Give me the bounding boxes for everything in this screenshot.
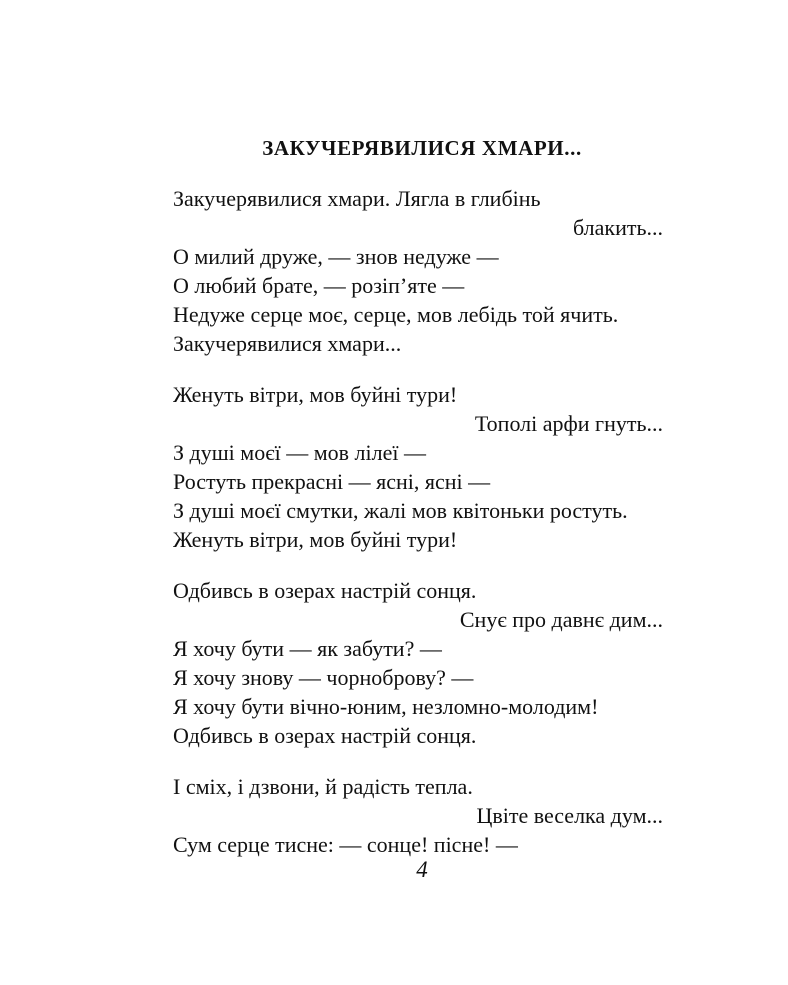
poem-line: Одбивсь в озерах настрій сонця.: [173, 723, 477, 748]
poem-line: Закучерявилися хмари. Лягла в глибінь: [173, 186, 541, 211]
poem-line: О любий брате, — розіп’яте —: [173, 273, 465, 298]
stanza-3: [173, 576, 693, 750]
stanza-1: [173, 184, 693, 358]
poem-line-indented: Цвіте веселка дум...: [476, 803, 663, 828]
poem-line-indented: блакить...: [573, 215, 663, 240]
poem-line: І сміх, і дзвони, й радість тепла.: [173, 774, 473, 799]
stanza-2: [173, 380, 693, 554]
poem-line: Я хочу бути — як забути? —: [173, 636, 442, 661]
poem-line-indented: Снує про давнє дим...: [459, 607, 663, 632]
poem-line-indented: Тополі арфи гнуть...: [474, 411, 663, 436]
poem-line: Одбивсь в озерах настрій сонця.: [173, 578, 477, 603]
page-number: 4: [416, 857, 428, 882]
poem-line: Я хочу бути вічно-юним, незломно-молодим!: [173, 694, 599, 719]
poem-line: Женуть вітри, мов буйні тури!: [173, 382, 458, 407]
poem-line: З душі моєї — мов лілеї —: [173, 440, 426, 465]
poem-line: О милий друже, — знов недуже —: [173, 244, 499, 269]
poem-line: Закучерявилися хмари...: [173, 331, 402, 356]
poem-line: З душі моєї смутки, жалі мов квітоньки ростуть.: [173, 498, 628, 523]
poem-title: ЗАКУЧЕРЯВИЛИСЯ ХМАРИ...: [262, 136, 582, 160]
poem-body: [173, 184, 693, 881]
poem-line: Ростуть прекрасні — ясні, ясні —: [173, 469, 491, 494]
stanza-4: [173, 772, 693, 859]
poem-line: Сум серце тисне: — сонце! пісне! —: [173, 832, 518, 857]
poem-line: Я хочу знову — чорноброву? —: [173, 665, 474, 690]
poem-line: Женуть вітри, мов буйні тури!: [173, 527, 458, 552]
poem-line: Недуже серце моє, серце, мов лебідь той ячить.: [173, 302, 619, 327]
